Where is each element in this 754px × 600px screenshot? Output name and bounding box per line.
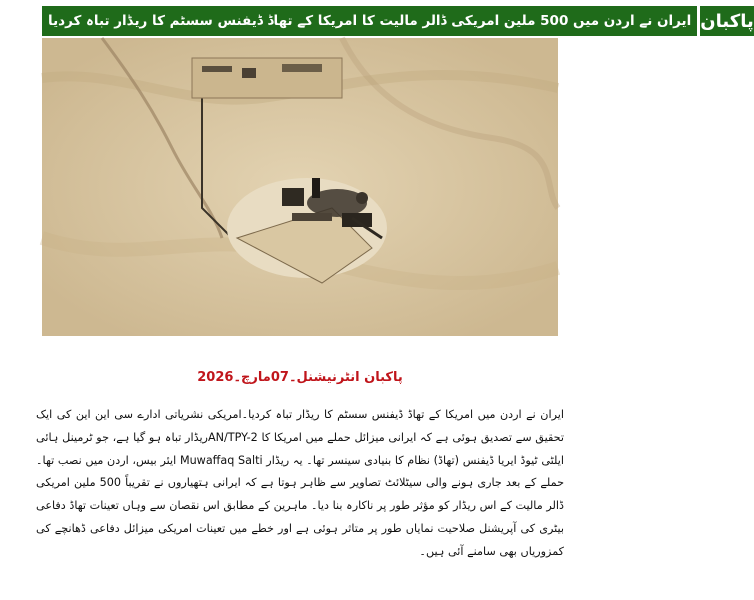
satellite-photo (42, 38, 558, 336)
brand-logo: پاکبان (697, 6, 753, 36)
header-bar (42, 6, 754, 36)
article-body: ایران نے اردن میں امریکا کے تھاڈ ڈیفنس سسٹم کا ریڈار تباہ کردیا۔امریکی نشریاتی ادارے سی این این کی ایک تحقیق سے تصدیق ہوئی ہے کہ ایرانی میزائل حملے میں امریکا کا AN/TPY-2ریڈار تباہ ہو گیا ہے، جو ٹرمینل ہائی ایلٹی ٹیوڈ ایریا ڈیفنس (تھاڈ) نظام کا بنیادی سینسر تھا۔ یہ ریڈار Muwaffaq Salti ایئر بیس، اردن میں نصب تھا۔ حملے کے بعد جاری ہونے والی سیٹلائٹ تصاویر سے ظاہر ہوتا ہے کہ ایرانی ہتھیاروں نے تقریباً 500 ملین امریکی ڈالر مالیت کے اس ریڈار کو مؤثر طور پر ناکارہ بنا دیا۔ ماہرین کے مطابق اس نقصان سے وہاں تعینات تھاڈ دفاعی بیٹری کی آپریشنل صلاحیت نمایاں طور پر متاثر ہوئی ہے اور خطے میں تعینات امریکی میزائل دفاعی ڈھانچے کی کمزوریاں بھی سامنے آئی ہیں۔ (36, 408, 564, 558)
satellite-image (42, 38, 558, 336)
headline: ایران نے اردن میں 500 ملین امریکی ڈالر مالیت کا امریکا کے تھاڈ ڈیفنس سسٹم کا ریڈار تباہ کردیا (42, 6, 697, 36)
dateline: پاکبان انٹرنیشنل۔07مارچ۔2026 (197, 370, 403, 385)
